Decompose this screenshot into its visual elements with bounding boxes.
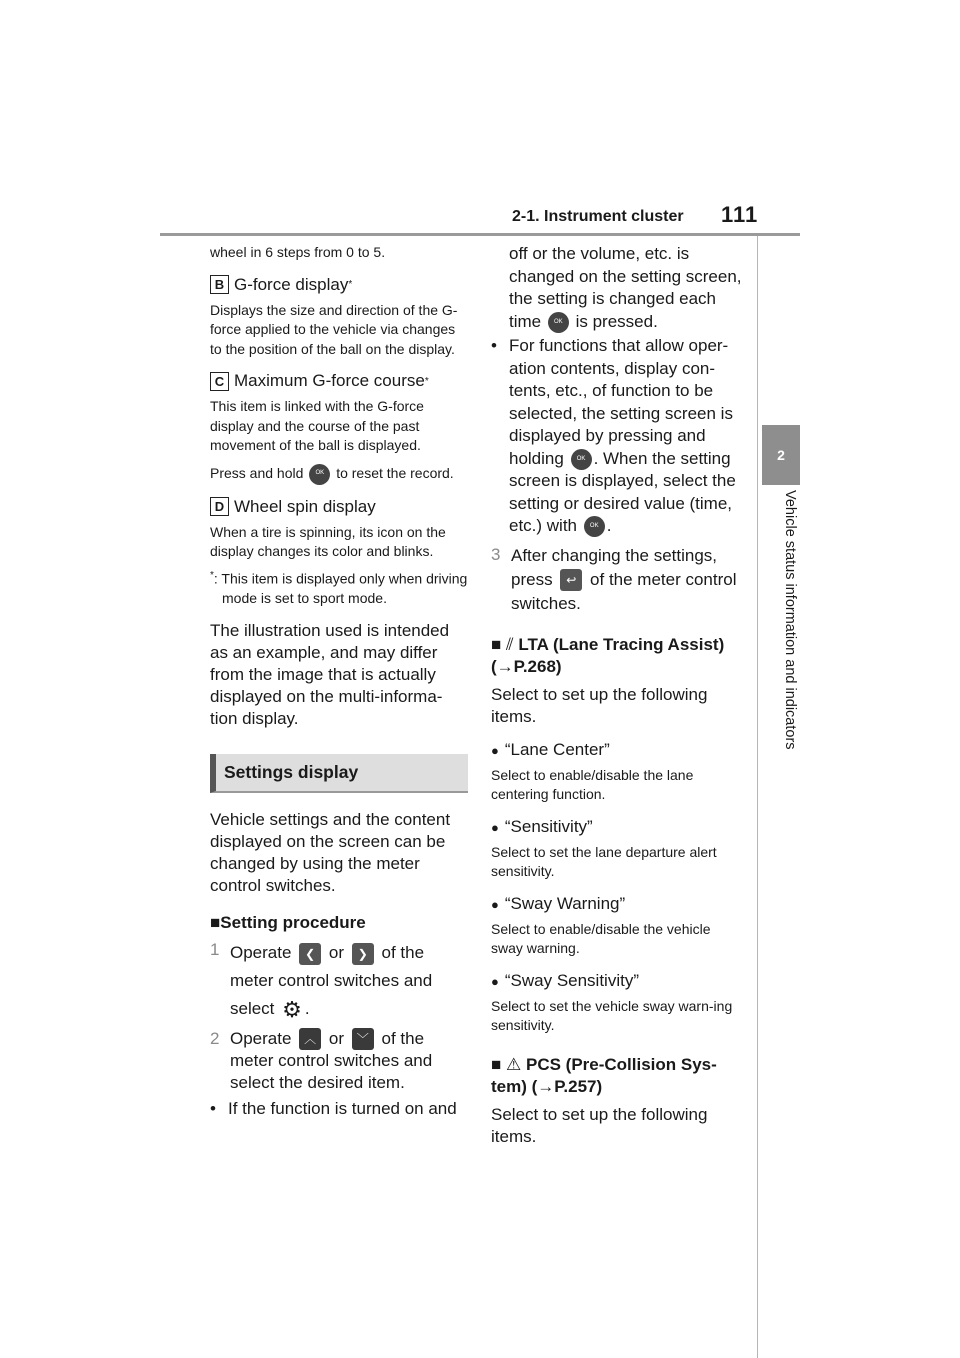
pcs-heading: ■ ⚠ PCS (Pre-Collision Sys-tem) (→P.257) <box>491 1054 717 1096</box>
step2-text-a: Operate <box>230 1028 292 1048</box>
bullet1-text: If the function is turned on and <box>228 1099 457 1119</box>
lta-ref[interactable]: P.268) <box>513 656 562 676</box>
lta-heading: ■ ⫽ LTA (Lane Tracing Assist) (→P.268) <box>491 634 725 676</box>
step1-text-c: of the meter control switches and select <box>230 943 433 1019</box>
reset-instruction <box>210 464 468 485</box>
label-c-icon: C <box>210 372 229 391</box>
wheel-spin-desc: When a tire is spinning, its icon on the display changes its color and blinks. <box>210 523 446 559</box>
reset-text-a: Press and hold <box>210 464 304 481</box>
intro-text: wheel in 6 steps from 0 to 5. <box>210 244 386 260</box>
left-column <box>210 243 468 1122</box>
pcs-intro: Select to set up the following items. <box>491 1104 708 1146</box>
down-arrow-icon: ﹀ <box>352 1028 374 1050</box>
step-3 <box>491 544 744 616</box>
procedure-title: Setting procedure <box>220 913 366 933</box>
bullet-icon: ● <box>491 819 499 835</box>
up-arrow-icon: ︿ <box>299 1028 321 1050</box>
chapter-title: Vehicle status information and indicators <box>782 490 798 750</box>
pcs-title: PCS (Pre-Collision Sys-tem) ( <box>491 1054 717 1096</box>
max-g-heading <box>210 371 468 391</box>
ok-button-icon: OK <box>571 449 592 470</box>
step3-text-b: of the meter control switches. <box>511 569 737 613</box>
asterisk: * <box>348 279 353 290</box>
wheel-spin-title: Wheel spin display <box>234 496 376 516</box>
step-number: 1 <box>210 940 220 960</box>
right-arrow-icon: ❯ <box>352 943 374 965</box>
right-column <box>491 243 744 1148</box>
page-number: 111 <box>721 202 759 227</box>
footnote <box>210 566 468 609</box>
step1-text-a: Operate <box>230 943 292 963</box>
lta-item-list <box>491 740 744 1036</box>
ref-arrow-icon: → <box>537 1076 555 1096</box>
list-item <box>491 740 744 805</box>
pcs-icon: ⚠ <box>506 1054 522 1074</box>
gear-icon: ⚙ <box>282 996 302 1022</box>
bullet2-text-a: For functions that allow oper-ation contents, display con-tents, etc., of function to be selected, the setting screen is displayed by pressing and holding <box>509 336 733 468</box>
wheel-spin-heading <box>210 497 468 517</box>
g-force-heading <box>210 275 468 295</box>
cont-text-b: is pressed. <box>575 311 658 331</box>
footnote-star: * <box>210 569 214 581</box>
step-2 <box>210 1028 468 1095</box>
item-desc: Select to set the lane departure alert sensitivity. <box>491 843 717 879</box>
settings-desc: Vehicle settings and the content displayed on the screen can be changed by using the meter control switches. <box>210 810 451 896</box>
label-d-icon: D <box>210 497 229 516</box>
list-item <box>491 971 744 1036</box>
step-1 <box>210 939 468 1024</box>
item-title: “Lane Center” <box>504 739 610 759</box>
ref-arrow-icon: → <box>496 656 514 676</box>
step1-text-d: . <box>304 999 310 1019</box>
back-icon: ↩ <box>560 569 582 591</box>
asterisk: * <box>424 375 429 387</box>
step-number: 2 <box>210 1028 220 1048</box>
pcs-ref[interactable]: P.257) <box>554 1076 603 1096</box>
chapter-tab[interactable]: 2 <box>762 425 800 485</box>
step2-text-c: of the meter control switches and select the desired item. <box>230 1028 433 1093</box>
list-item <box>491 817 744 882</box>
procedure-heading: ■Setting procedure <box>210 913 366 933</box>
max-g-desc: This item is linked with the G-force display and the course of the past movement of the ball is displayed. <box>210 398 424 453</box>
ok-button-icon: OK <box>584 516 605 537</box>
section-title: 2-1. Instrument cluster <box>512 208 684 225</box>
lta-intro: Select to set up the following items. <box>491 684 708 726</box>
ok-button-icon: OK <box>309 464 330 485</box>
cont-text-a: off or the volume, etc. is changed on the setting screen, the setting is changed each time <box>509 244 742 331</box>
bullet-1: • If the function is turned on and <box>210 1099 457 1119</box>
footnote-text: : This item is displayed only when driving mode is set to sport mode. <box>213 570 468 606</box>
g-force-desc: Displays the size and direction of the G-force applied to the vehicle via changes to the position of the ball on the display. <box>210 301 458 357</box>
bullet2-text-c: . <box>606 516 612 535</box>
item-desc: Select to set the vehicle sway warn-ing sensitivity. <box>491 997 733 1033</box>
step-number: 3 <box>491 544 501 564</box>
step3-text-a: After changing the settings, press <box>511 545 718 589</box>
settings-display-heading: Settings display <box>210 754 468 793</box>
step1-text-b: or <box>328 943 345 963</box>
bullet-icon: ● <box>491 896 499 912</box>
label-b-icon: B <box>210 275 229 294</box>
reset-text-b: to reset the record. <box>336 464 454 481</box>
g-force-title: G-force display <box>234 274 349 294</box>
item-desc: Select to enable/disable the lane centering function. <box>491 766 694 802</box>
bullet1-continuation <box>491 243 744 333</box>
illustration-note: The illustration used is intended as an example, and may differ from the image that is actually displayed on the multi-informa-tion display. <box>210 621 450 729</box>
item-desc: Select to enable/disable the vehicle sway warning. <box>491 920 711 956</box>
bullet-icon: ● <box>491 973 499 989</box>
lta-title: LTA (Lane Tracing Assist) ( <box>491 634 725 676</box>
item-title: “Sway Sensitivity” <box>504 970 639 990</box>
header-divider <box>160 233 800 236</box>
bullet2-text-b: . When the setting screen is displayed, select the setting or desired value (time, etc.) with <box>509 448 736 535</box>
max-g-title: Maximum G-force course <box>234 371 425 390</box>
bullet-2: • For functions that allow oper-ation contents, display con-tents, etc., of function to be selected, the setting screen is displayed by pressing and holding OK . When the setting screen is displayed, select the setting or desired value (time, etc.) with OK . <box>491 335 744 538</box>
ok-button-icon: OK <box>548 312 569 333</box>
lta-icon: ⫽ <box>506 634 514 654</box>
item-title: “Sway Warning” <box>504 893 626 913</box>
left-arrow-icon: ❮ <box>299 943 321 965</box>
bullet-icon: ● <box>491 742 499 758</box>
side-divider <box>757 236 758 1358</box>
list-item <box>491 894 744 959</box>
item-title: “Sensitivity” <box>504 816 593 836</box>
step2-text-b: or <box>328 1028 345 1048</box>
